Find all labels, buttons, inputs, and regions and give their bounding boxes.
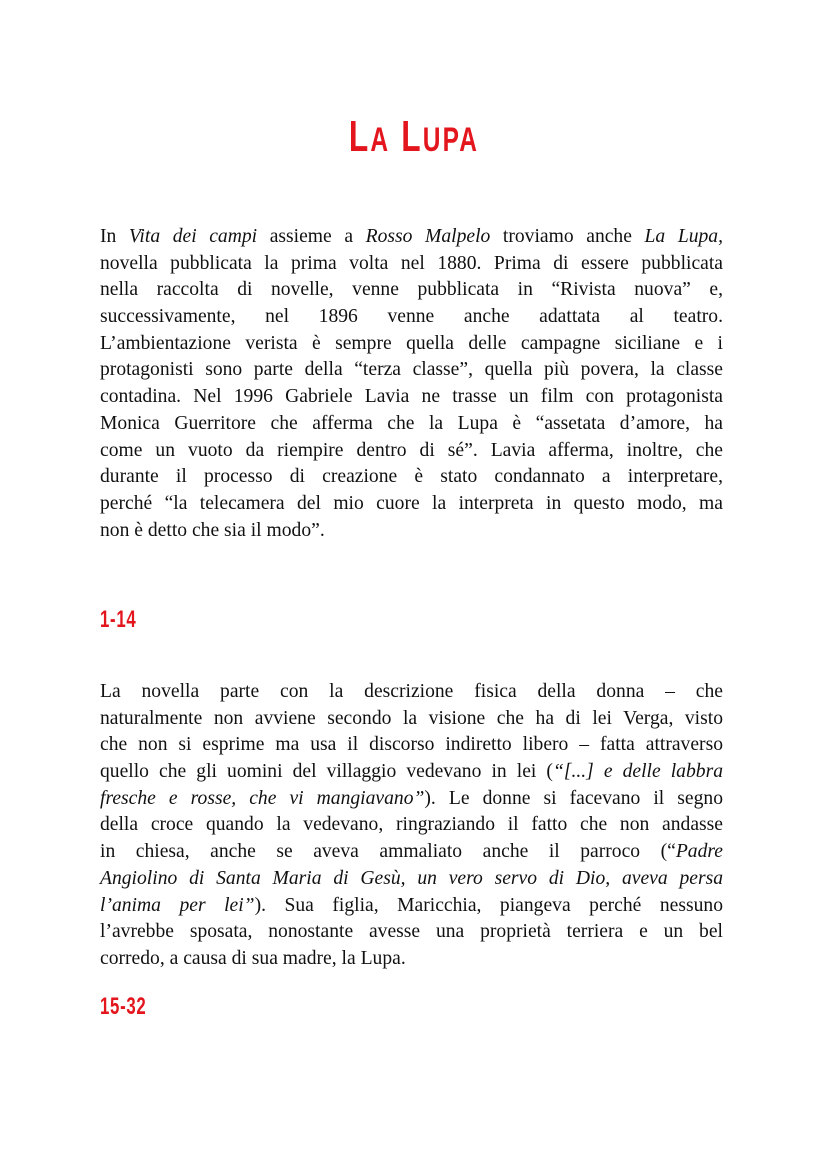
text-segment: della croce quando la vedevano, ringraziando il fatto che non andasse	[100, 814, 723, 836]
title-rest: A	[370, 121, 391, 159]
text-segment: In	[100, 226, 129, 247]
text-segment: protagonisti sono parte della “terza classe”, quella più povera, la classe	[100, 359, 723, 381]
text-line	[100, 251, 723, 278]
text-segment: novella pubblicata la prima volta nel 1880. Prima di essere pubblicata	[100, 252, 723, 274]
text-line	[100, 706, 723, 733]
text-line	[100, 224, 723, 251]
text-line	[100, 946, 723, 973]
text-segment: in chiesa, anche se aveva ammaliato anche il parroco (“	[100, 841, 676, 863]
section-heading-1-14: 1-14	[100, 606, 137, 633]
text-line	[100, 304, 723, 331]
text-segment: L’ambientazione verista è sempre quella delle campagne siciliane e i	[100, 332, 723, 354]
page-title	[116, 112, 712, 162]
text-segment: durante il processo di creazione è stato condannato a interpretare,	[100, 466, 723, 488]
lines-1-14-paragraph	[100, 679, 723, 973]
text-segment: Monica Guerritore che afferma che la Lupa è “assetata d’amore, ha	[100, 412, 723, 434]
text-segment: naturalmente non avviene secondo la visione che ha di lei Verga, visto	[100, 707, 723, 729]
text-line	[100, 357, 723, 384]
title-initial: L	[401, 112, 423, 161]
italic-text: Vita dei campi	[128, 226, 258, 247]
intro-paragraph	[100, 224, 723, 544]
text-segment: troviamo anche	[490, 226, 645, 247]
text-segment: non è detto che sia il modo”.	[100, 519, 325, 541]
italic-text: Rosso Malpelo	[365, 226, 491, 247]
text-line	[100, 732, 723, 759]
text-line	[100, 331, 723, 358]
text-line	[100, 866, 723, 893]
text-line	[100, 411, 723, 438]
title-initial: L	[348, 112, 371, 161]
title-rest: UPA	[422, 121, 480, 159]
text-segment: nella raccolta di novelle, venne pubblicata in “Rivista nuova” e,	[100, 279, 723, 301]
text-segment: assieme a	[257, 226, 366, 247]
text-line	[100, 277, 723, 304]
italic-text: “[...] e delle labbra	[552, 761, 723, 783]
italic-text: La Lupa,	[644, 226, 724, 247]
text-line	[100, 786, 723, 813]
text-segment: perché “la telecamera del mio cuore la interpreta in questo modo, ma	[100, 492, 723, 514]
text-line	[100, 812, 723, 839]
section-heading-15-32: 15-32	[100, 993, 147, 1020]
text-segment: ). Sua figlia, Maricchia, piangeva perché nessuno	[254, 894, 723, 916]
text-segment: come un vuoto da riempire dentro di sé”. Lavia afferma, inoltre, che	[100, 439, 723, 461]
text-line	[100, 491, 723, 518]
text-line	[100, 464, 723, 491]
italic-text: fresche e rosse, che vi mangiavano”	[100, 787, 425, 809]
text-segment: che non si esprime ma usa il discorso indiretto libero – fatta attraverso	[100, 734, 723, 756]
text-segment: quello che gli uomini del villaggio vedevano in lei (	[100, 761, 553, 783]
text-line	[100, 919, 723, 946]
italic-text: Angiolino di Santa Maria di Gesù, un vero servo di Dio, aveva persa	[100, 867, 723, 889]
text-segment: La novella parte con la descrizione fisica della donna – che	[100, 681, 723, 702]
italic-text: Padre	[675, 841, 723, 863]
text-line	[100, 384, 723, 411]
text-line	[100, 518, 723, 545]
text-line	[100, 839, 723, 866]
text-segment: contadina. Nel 1996 Gabriele Lavia ne trasse un film con protagonista	[100, 386, 723, 408]
text-segment: successivamente, nel 1896 venne anche adattata al teatro.	[100, 306, 723, 328]
text-line	[100, 893, 723, 920]
text-line	[100, 679, 723, 706]
text-segment: ). Le donne si facevano il segno	[424, 787, 724, 809]
text-line	[100, 759, 723, 786]
text-line	[100, 438, 723, 465]
text-segment: l’avrebbe sposata, nonostante avesse una proprietà terriera e un bel	[100, 921, 723, 943]
italic-text: l’anima per lei”	[100, 894, 255, 916]
text-segment: corredo, a causa di sua madre, la Lupa.	[100, 947, 406, 969]
